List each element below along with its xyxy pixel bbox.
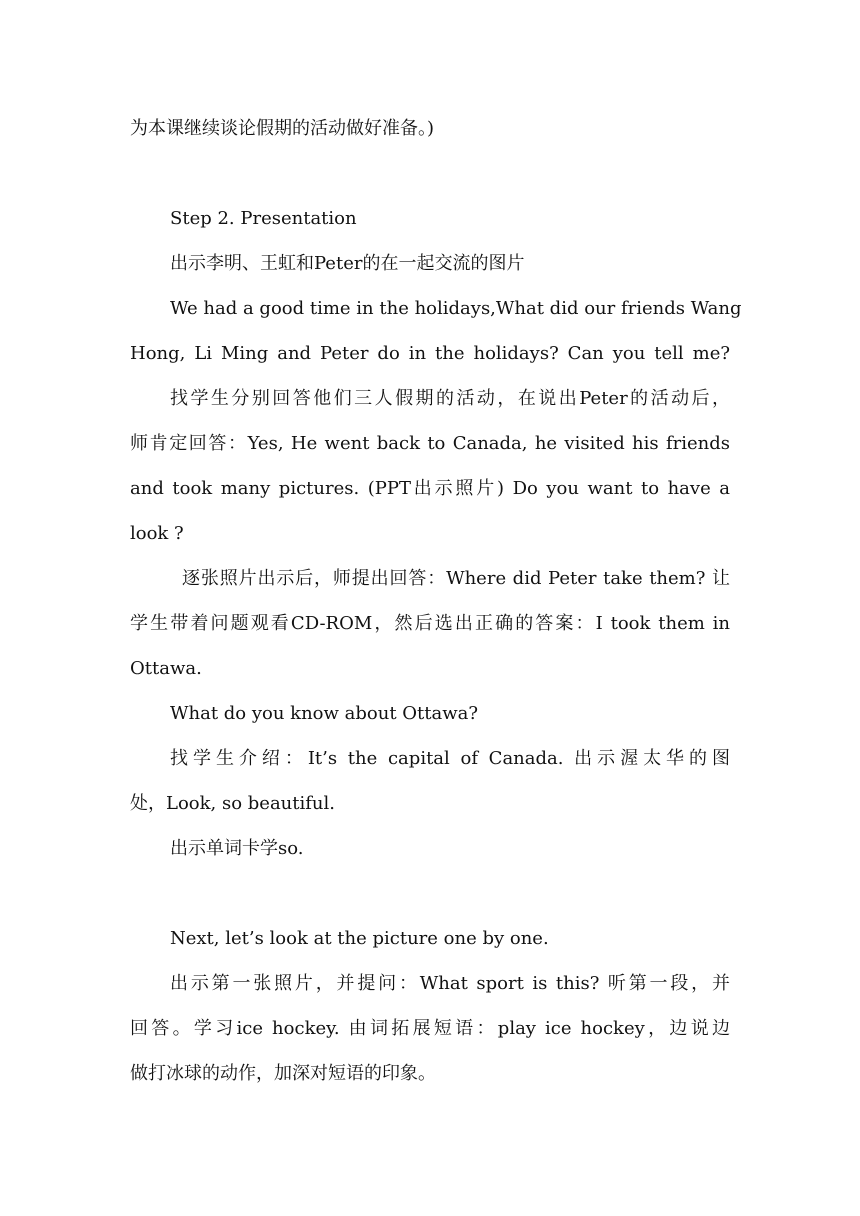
paragraph-line: We had a good time in the holidays,What did our friends Wang — [170, 298, 742, 319]
paragraph-line: 师肯定回答：Yes, He went back to Canada, he visited his friends — [130, 433, 730, 454]
paragraph-line: look ? — [130, 523, 184, 544]
paragraph-line: 学生带着问题观看CD-ROM，然后选出正确的答案：I took them in — [130, 613, 730, 634]
paragraph-line: 处，Look, so beautiful. — [130, 793, 335, 814]
paragraph-line: 为本课继续谈论假期的活动做好准备。) — [130, 118, 435, 139]
paragraph-line: 出示李明、王虹和Peter的在一起交流的图片 — [170, 253, 525, 274]
paragraph-line: What do you know about Ottawa? — [170, 703, 479, 724]
paragraph-line: 出示单词卡学so. — [170, 838, 304, 859]
step-heading: Step 2. Presentation — [170, 208, 357, 229]
paragraph-line: 逐张照片出示后，师提出回答：Where did Peter take them? 让 — [182, 568, 730, 589]
paragraph-line: 出示第一张照片，并提问：What sport is this? 听第一段，并 — [170, 973, 730, 994]
paragraph-line: Next, let’s look at the picture one by one. — [170, 928, 549, 949]
paragraph-line: 找学生介绍：It’s the capital of Canada. 出示渥太华的图 — [170, 748, 730, 769]
paragraph-line: and took many pictures. (PPT出示照片) Do you want to have a — [130, 478, 730, 499]
paragraph-line: 做打冰球的动作，加深对短语的印象。 — [130, 1063, 436, 1084]
paragraph-line: 回答。学习ice hockey. 由词拓展短语：play ice hockey，边说边 — [130, 1018, 730, 1039]
paragraph-line: Ottawa. — [130, 658, 202, 679]
paragraph-line: Hong, Li Ming and Peter do in the holidays? Can you tell me? — [130, 343, 730, 364]
paragraph-line: 找学生分别回答他们三人假期的活动，在说出Peter的活动后， — [170, 388, 730, 409]
